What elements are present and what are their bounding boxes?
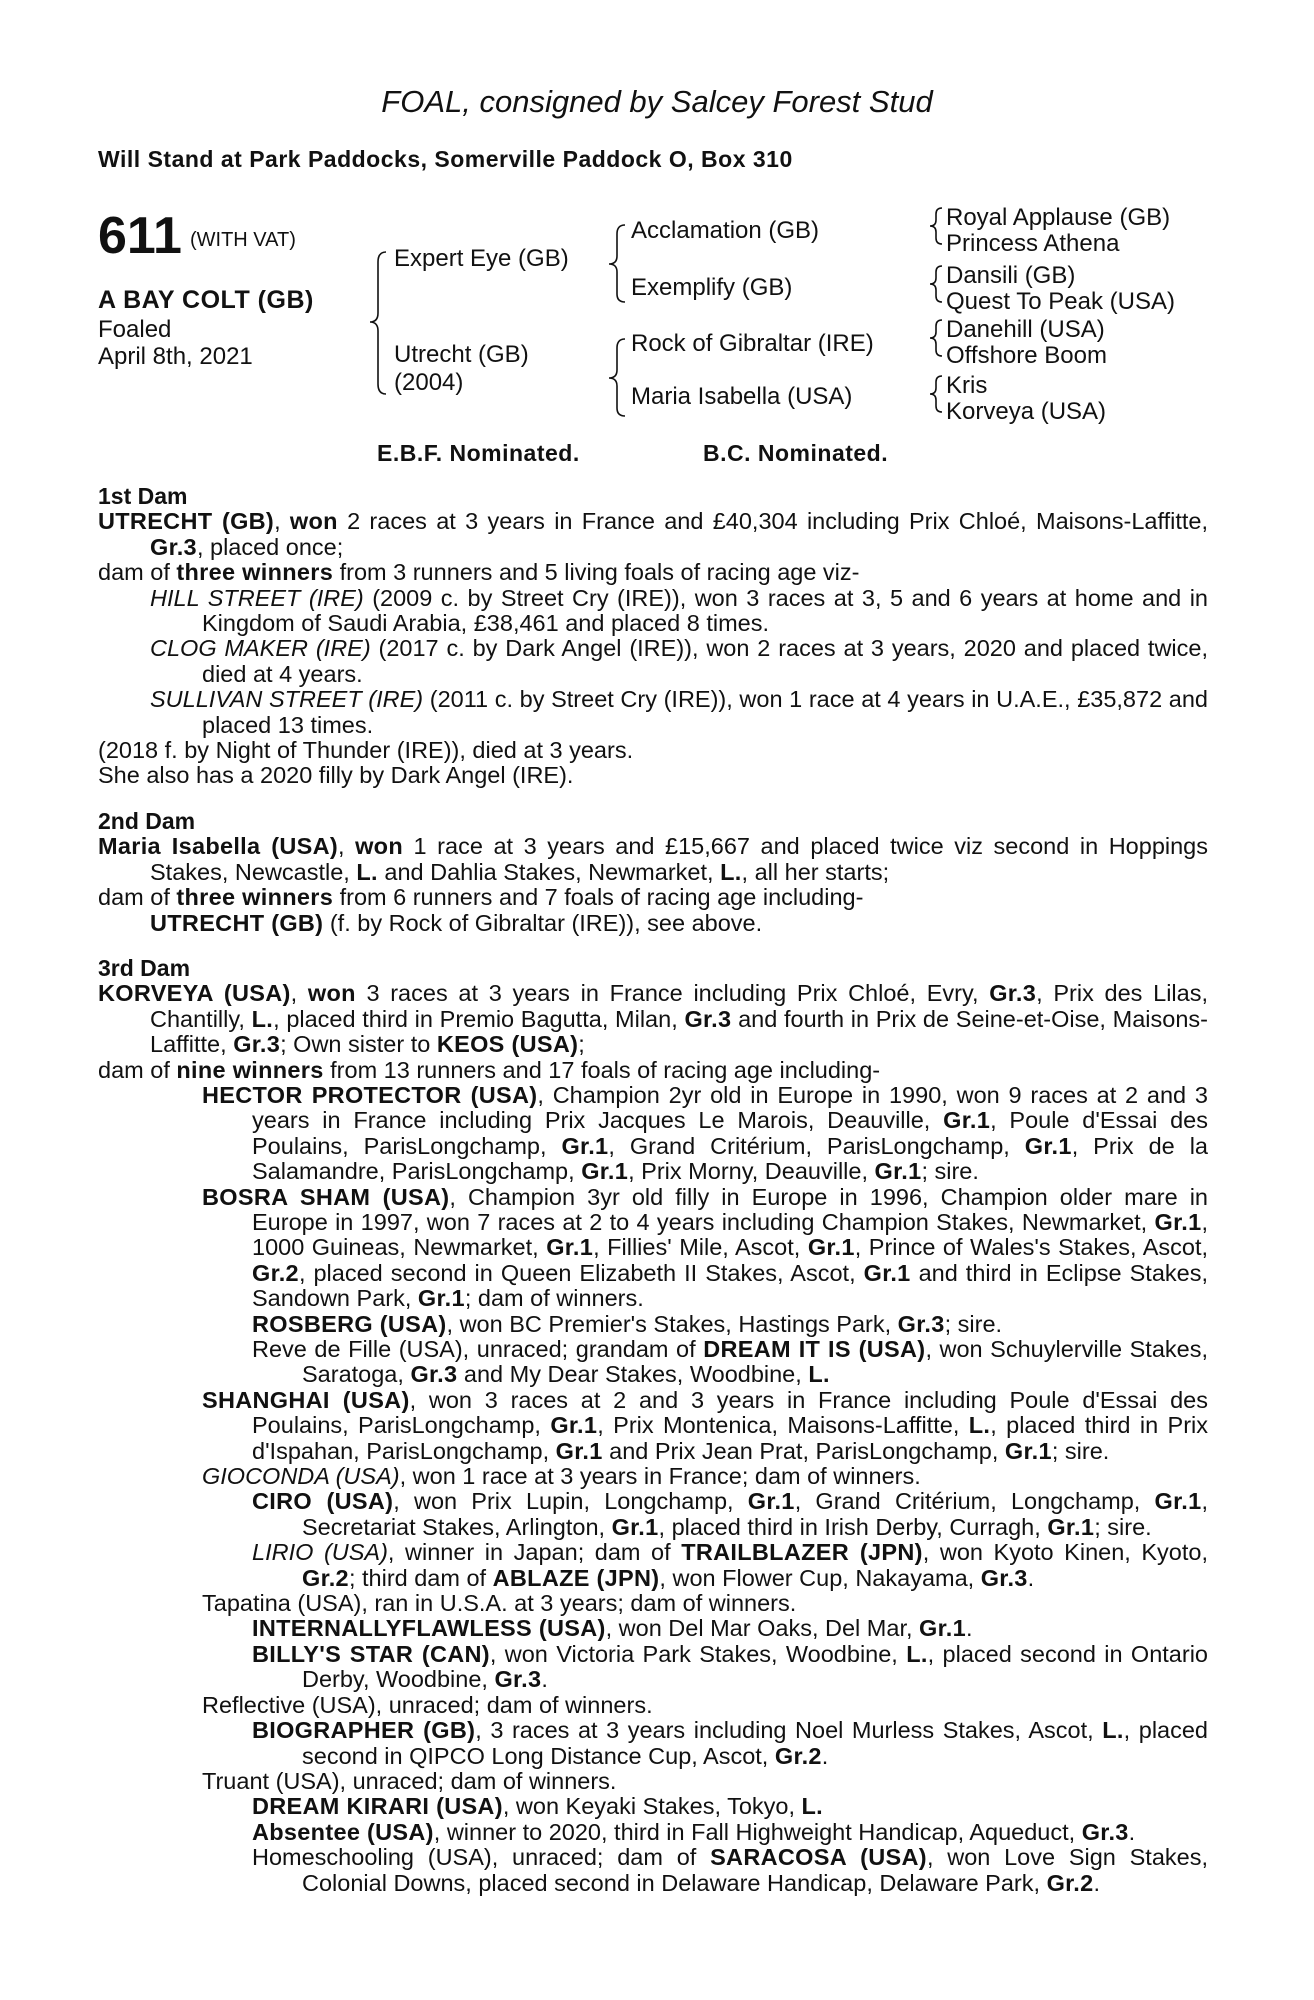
dam-dam: Maria Isabella (USA)	[631, 383, 853, 410]
record-text: ; sire.	[921, 1158, 979, 1185]
dam-name: Utrecht (GB)	[394, 341, 529, 368]
record-text: (2009 c. by Street Cry (IRE)), won 3 races at 3, 5 and 6 years at home and in Kingdom of Saudi Arabia, £38,461 and placed 8 times.	[202, 584, 1209, 637]
grade-badge: Gr.2	[252, 1259, 299, 1286]
horse-title: A BAY COLT (GB)	[98, 286, 314, 314]
text: dam of	[98, 559, 177, 586]
ancestor-7: Kris	[946, 372, 988, 399]
record-text: , Prince of Wales's Stakes, Ascot,	[854, 1234, 1208, 1261]
horse-name: TRAILBLAZER (JPN)	[681, 1539, 923, 1566]
record-text: , won Schuylerville Stakes, Saratoga,	[302, 1336, 1208, 1388]
produce-sullivan-street	[98, 687, 1208, 738]
text: from 6 runners and 7 foals of racing age including-	[333, 884, 864, 911]
record-text: ; third dam of	[348, 1564, 493, 1591]
horse-name: ABLAZE (JPN)	[492, 1564, 660, 1591]
grade-badge: Gr.3	[980, 1564, 1028, 1591]
record-text: ;	[578, 1031, 585, 1058]
record-text: , won BC Premier's Stakes, Hastings Park,	[446, 1310, 898, 1337]
winners-count: nine winners	[176, 1056, 324, 1083]
third-dam-record: KORVEYA (USA), won 3 races at 3 years in France including Prix Chloé, Evry, Gr.3, Prix des Lilas, Chantilly, L., placed third in Premio Bagutta, Milan, Gr.3 and fourth in Prix de Seine-et-Oise, Maisons-Laffitte, Gr.3; Own sister to KEOS (USA);	[98, 980, 1208, 1058]
record-text: , 1000 Guineas, Newmarket,	[252, 1208, 1208, 1261]
bracket-sire	[609, 225, 625, 302]
grade-badge: L.	[801, 1793, 824, 1820]
text: dam of	[98, 1056, 177, 1083]
record-text: , won Flower Cup, Nakayama,	[659, 1564, 981, 1591]
horse-name: GIOCONDA (USA)	[202, 1463, 400, 1490]
produce-reflective: Reflective (USA), unraced; dam of winners.	[202, 1691, 653, 1718]
horse-name: UTRECHT (GB)	[150, 909, 324, 936]
dam-name: UTRECHT (GB)	[98, 508, 275, 535]
winners-count: three winners	[176, 559, 334, 586]
lot-number: 611	[98, 207, 182, 265]
dam-year: (2004)	[394, 369, 464, 396]
horse-name: SARACOSA (USA)	[710, 1844, 927, 1871]
ebf-nominated: E.B.F. Nominated.	[377, 440, 580, 466]
grade-badge: Gr.1	[581, 1158, 629, 1185]
horse-name: BILLY'S STAR (CAN)	[252, 1640, 490, 1667]
third-dam-heading: 3rd Dam	[98, 954, 191, 981]
text: from 13 runners and 17 foals of racing age including-	[323, 1056, 881, 1083]
record-text: , won 3 races at 2 and 3 years in France including Poule d'Essai des Poulains, ParisLongchamp,	[252, 1386, 1208, 1439]
horse-name: KEOS (USA)	[436, 1031, 579, 1058]
record-text: ; Own sister to	[280, 1031, 437, 1058]
grade-badge: Gr.1	[1047, 1513, 1095, 1540]
text: dam of	[98, 884, 177, 911]
first-dam-also: She also has a 2020 filly by Dark Angel (IRE).	[98, 762, 574, 789]
horse-name: BOSRA SHAM (USA)	[202, 1183, 450, 1210]
horse-name: HILL STREET (IRE)	[150, 584, 364, 611]
grade-badge: Gr.3	[233, 1031, 281, 1058]
record-text: .	[1128, 1818, 1136, 1845]
second-dam-record: Maria Isabella (USA), won 1 race at 3 years and £15,667 and placed twice viz second in Hoppings Stakes, Newcastle, L. and Dahlia Stakes, Newmarket, L., all her starts;	[98, 833, 1208, 885]
grade-badge: Gr.3	[410, 1361, 458, 1388]
grade-badge: Gr.1	[561, 1132, 609, 1159]
record-text: , won Love Sign Stakes, Colonial Downs, placed second in Delaware Handicap, Delaware Park,	[302, 1844, 1209, 1896]
record-text: (2011 c. by Street Cry (IRE)), won 1 race at 4 years in U.A.E., £35,872 and placed 13 times.	[202, 686, 1208, 738]
record-text: .	[821, 1742, 829, 1769]
record-text: , Champion 3yr old filly in Europe in 1996, Champion older mare in Europe in 1997, won 7 races at 2 to 4 years including Champion Stakes, Newmarket,	[252, 1183, 1209, 1235]
horse-name: SULLIVAN STREET (IRE)	[150, 686, 424, 713]
grade-badge: Gr.1	[1024, 1132, 1072, 1159]
bracket-g4	[930, 376, 942, 412]
produce-reve-de-fille	[98, 1337, 1208, 1388]
text: from 3 runners and 5 living foals of racing age viz-	[333, 559, 860, 586]
record-text: , Prix de la Salamandre, ParisLongchamp,	[252, 1132, 1208, 1185]
produce-clog-maker	[98, 636, 1208, 687]
record-text: .	[1093, 1869, 1101, 1896]
record-text: , won Kyoto Kinen, Kyoto,	[922, 1539, 1208, 1566]
grade-badge: Gr.1	[747, 1488, 795, 1515]
grade-badge: Gr.3	[684, 1005, 732, 1032]
record-text: , Secretariat Stakes, Arlington,	[302, 1488, 1209, 1540]
horse-name: DREAM KIRARI (USA)	[252, 1793, 503, 1820]
produce-gioconda	[98, 1464, 1208, 1489]
grade-badge: Gr.1	[943, 1107, 991, 1134]
record-text: , Prix Morny, Deauville,	[628, 1158, 875, 1185]
produce-billys-star	[98, 1642, 1208, 1693]
produce-lirio	[98, 1540, 1208, 1591]
won-label: won	[289, 508, 338, 535]
grade-badge: Gr.1	[611, 1513, 659, 1540]
bracket-g3	[930, 320, 942, 356]
horse-name: LIRIO (USA)	[252, 1539, 388, 1566]
record-text: , placed third in Prix d'Ispahan, ParisLongchamp,	[252, 1412, 1208, 1464]
record-text: (2017 c. by Dark Angel (IRE)), won 2 races at 3 years, 2020 and placed twice, died at 4 years.	[202, 635, 1208, 687]
grade-badge: Gr.3	[1081, 1818, 1129, 1845]
first-dam-produce-summary	[98, 560, 1208, 585]
ancestor-6: Offshore Boom	[946, 342, 1107, 369]
sire-name: Expert Eye (GB)	[394, 245, 569, 272]
record-text: 2 races at 3 years in France and £40,304 including Prix Chloé, Maisons-Laffitte,	[337, 508, 1208, 535]
produce-hill-street	[98, 586, 1208, 637]
dam-sire: Rock of Gibraltar (IRE)	[631, 330, 874, 357]
foaled-label: Foaled	[98, 316, 172, 343]
grade-badge: Gr.1	[874, 1158, 922, 1185]
vat-label: (WITH VAT)	[190, 229, 296, 251]
record-text: and Dahlia Stakes, Newmarket,	[377, 858, 721, 885]
grade-badge: Gr.2	[302, 1564, 349, 1591]
record-text: and third in Eclipse Stakes, Sandown Park,	[252, 1259, 1208, 1312]
produce-ciro	[98, 1489, 1208, 1540]
grade-badge: L.	[356, 858, 378, 885]
horse-name: CIRO (USA)	[252, 1488, 394, 1515]
grade-badge: Gr.3	[989, 980, 1037, 1007]
record-text: Homeschooling (USA), unraced; dam of	[252, 1844, 711, 1871]
produce-bosra-sham	[98, 1185, 1208, 1312]
bracket-g1	[930, 208, 942, 244]
record-text: Reve de Fille (USA), unraced; grandam of	[252, 1336, 704, 1362]
record-text: , Prix des Lilas, Chantilly,	[150, 980, 1208, 1032]
grade-badge: Gr.2	[774, 1742, 822, 1769]
record-text: , won 1 race at 3 years in France; dam of winners.	[399, 1463, 921, 1490]
produce-rosberg	[98, 1312, 1208, 1337]
record-text: , winner to 2020, third in Fall Highweight Handicap, Aqueduct,	[433, 1818, 1082, 1845]
produce-absentee	[98, 1820, 1208, 1845]
grade-badge: Gr.3	[150, 533, 197, 560]
produce-internallyflawless	[98, 1616, 1208, 1641]
third-dam-produce-summary	[98, 1058, 1208, 1083]
record-text: , Grand Critérium, Longchamp,	[794, 1488, 1155, 1515]
record-text: (f. by Rock of Gibraltar (IRE)), see above.	[323, 909, 763, 936]
record-text: , Fillies' Mile, Ascot,	[593, 1234, 808, 1261]
record-text: .	[1027, 1564, 1035, 1591]
record-text: , placed third in Premio Bagutta, Milan,	[273, 1005, 685, 1032]
consignor-line: FOAL, consigned by Salcey Forest Stud	[381, 84, 933, 119]
record-text: ; sire.	[1094, 1513, 1152, 1540]
record-text: , placed second in Queen Elizabeth II Stakes, Ascot,	[298, 1259, 864, 1286]
record-text: , placed once;	[196, 533, 344, 560]
grade-badge: Gr.3	[897, 1310, 945, 1337]
bracket-main	[370, 252, 386, 394]
catalogue-body	[98, 484, 1208, 1896]
grade-badge: Gr.3	[494, 1666, 542, 1693]
grade-badge: Gr.2	[1046, 1869, 1094, 1896]
record-text: 1 race at 3 years and £15,667 and placed twice viz second in Hoppings Stakes, Newcastle,	[150, 833, 1208, 885]
produce-biographer	[98, 1718, 1208, 1769]
horse-name: BIOGRAPHER (GB)	[252, 1717, 476, 1744]
record-text: , 3 races at 3 years including Noel Murless Stakes, Ascot,	[475, 1717, 1103, 1744]
dam-name: KORVEYA (USA)	[98, 980, 291, 1007]
record-text: , placed second in QIPCO Long Distance Cup, Ascot,	[302, 1717, 1208, 1769]
horse-name: SHANGHAI (USA)	[202, 1386, 410, 1413]
grade-badge: L.	[1102, 1717, 1124, 1744]
record-text: .	[541, 1666, 548, 1693]
first-dam-heading: 1st Dam	[98, 483, 188, 509]
grade-badge: Gr.1	[417, 1285, 465, 1312]
ancestor-4: Quest To Peak (USA)	[946, 288, 1175, 315]
bracket-dam	[609, 339, 625, 416]
record-text: , won Del Mar Oaks, Del Mar,	[605, 1615, 920, 1642]
horse-name: HECTOR PROTECTOR (USA)	[202, 1081, 538, 1108]
record-text: and Prix Jean Prat, ParisLongchamp,	[602, 1437, 1005, 1464]
record-text: .	[965, 1615, 973, 1642]
grade-badge: Gr.1	[1154, 1208, 1202, 1235]
produce-utrecht	[98, 911, 1208, 936]
winners-count: three winners	[176, 884, 334, 911]
record-text: , won Victoria Park Stakes, Woodbine,	[489, 1640, 907, 1667]
record-text: and fourth in Prix de Seine-et-Oise, Maisons-Laffitte,	[150, 1005, 1208, 1058]
grade-badge: Gr.1	[550, 1412, 598, 1439]
record-text: ; sire.	[944, 1310, 1003, 1337]
ancestor-3: Dansili (GB)	[946, 262, 1076, 289]
produce-2018-filly: (2018 f. by Night of Thunder (IRE)), died at 3 years.	[98, 737, 634, 764]
record-text: , placed third in Irish Derby, Curragh,	[658, 1513, 1048, 1540]
grade-badge: Gr.1	[1154, 1488, 1202, 1515]
grade-badge: Gr.1	[546, 1234, 594, 1261]
grade-badge: Gr.1	[863, 1259, 911, 1286]
second-dam-heading: 2nd Dam	[98, 807, 196, 834]
record-text: , placed second in Ontario Derby, Woodbine,	[302, 1640, 1208, 1693]
record-text: , Champion 2yr old in Europe in 1990, won 9 races at 2 and 3 years in France including Prix Jacques Le Marois, Deauville,	[252, 1081, 1208, 1134]
record-text: , Poule d'Essai des Poulains, ParisLongchamp,	[252, 1107, 1208, 1159]
grade-badge: L.	[968, 1412, 991, 1439]
grade-badge: L.	[251, 1005, 274, 1032]
ancestor-5: Danehill (USA)	[946, 316, 1105, 343]
record-text: ; dam of winners.	[464, 1285, 644, 1312]
produce-dream-kirari	[98, 1794, 1208, 1819]
record-text: , all her starts;	[741, 858, 890, 885]
record-text: , Prix Montenica, Maisons-Laffitte,	[597, 1412, 969, 1439]
horse-name: ROSBERG (USA)	[252, 1310, 447, 1337]
produce-truant: Truant (USA), unraced; dam of winners.	[202, 1767, 617, 1794]
record-text: 3 races at 3 years in France including Prix Chloé, Evry,	[355, 980, 990, 1007]
record-text: , Grand Critérium, ParisLongchamp,	[608, 1132, 1025, 1159]
grade-badge: Gr.1	[919, 1615, 966, 1642]
horse-name: CLOG MAKER (IRE)	[150, 635, 371, 662]
produce-hector-protector	[98, 1083, 1208, 1185]
bracket-g2	[930, 266, 942, 302]
ancestor-8: Korveya (USA)	[946, 398, 1107, 425]
horse-name: INTERNALLYFLAWLESS (USA)	[252, 1615, 606, 1642]
record-text: , won Prix Lupin, Longchamp,	[393, 1488, 748, 1515]
record-text: ; sire.	[1051, 1437, 1110, 1464]
ancestor-1: Royal Applause (GB)	[946, 204, 1171, 231]
produce-homeschooling	[98, 1845, 1208, 1896]
record-text: and My Dear Stakes, Woodbine,	[457, 1361, 809, 1388]
location-line: Will Stand at Park Paddocks, Somerville Paddock O, Box 310	[98, 146, 793, 172]
horse-name: Absentee (USA)	[252, 1818, 434, 1845]
first-dam-record: UTRECHT (GB), won 2 races at 3 years in France and £40,304 including Prix Chloé, Maisons-Laffitte, Gr.3, placed once;	[98, 508, 1208, 560]
grade-badge: Gr.1	[1004, 1437, 1052, 1464]
won-label: won	[355, 833, 403, 860]
record-text: , won Keyaki Stakes, Tokyo,	[502, 1793, 802, 1820]
produce-shanghai	[98, 1388, 1208, 1464]
second-dam-produce-summary	[98, 885, 1208, 910]
grade-badge: L.	[720, 858, 742, 885]
grade-badge: Gr.1	[555, 1437, 603, 1464]
record-text: , winner in Japan; dam of	[387, 1539, 682, 1566]
horse-name: DREAM IT IS (USA)	[703, 1336, 926, 1362]
ancestor-2: Princess Athena	[946, 230, 1120, 257]
dam-name: Maria Isabella (USA)	[98, 833, 338, 860]
won-label: won	[307, 980, 356, 1007]
grade-badge: L.	[808, 1361, 830, 1388]
produce-tapatina: Tapatina (USA), ran in U.S.A. at 3 years; dam of winners.	[202, 1590, 797, 1617]
sire-dam: Exemplify (GB)	[631, 274, 793, 301]
foaled-date: April 8th, 2021	[98, 343, 253, 370]
grade-badge: Gr.1	[807, 1234, 855, 1261]
sire-sire: Acclamation (GB)	[631, 217, 820, 244]
grade-badge: L.	[906, 1640, 928, 1667]
bc-nominated: B.C. Nominated.	[703, 440, 889, 466]
